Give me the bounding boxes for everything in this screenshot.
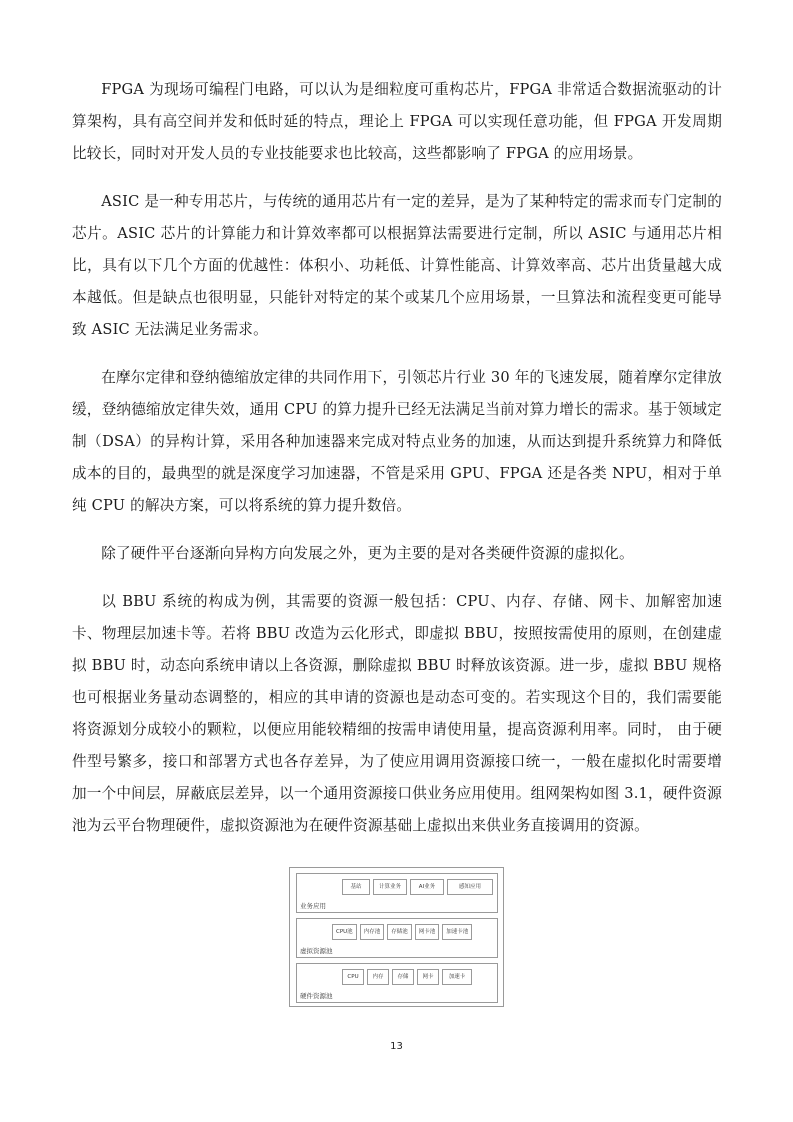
box-cpu: CPU <box>342 969 364 985</box>
layer-label: 虚拟资源池 <box>300 947 333 955</box>
paragraph-heterogeneous: 在摩尔定律和登纳德缩放定律的共同作用下，引领芯片行业 30 年的飞速发展，随着摩尔定律放缓，登纳德缩放定律失效，通用 CPU 的算力提升已经无法满足当前对算力增长的需求。基于领域定制（DSA）的异构计算，采用各种加速器来完成对特点业务的加速，从而达到提升系统算力和降低成本的目的，最典型的就是深度学习加速器，不管是采用 GPU、FPGA 还是各类 NPU，相对于单纯 CPU 的解决方案，可以将系统的算力提升数倍。 <box>72 369 722 514</box>
layer-virtual-pool <box>296 918 498 958</box>
box-row <box>332 924 472 940</box>
box-memory: 内存 <box>367 969 389 985</box>
layer-hardware-pool <box>296 963 498 1003</box>
box-storage-pool: 存储池 <box>387 924 412 940</box>
box-cpu-pool: CPU池 <box>332 924 357 940</box>
paragraph-bbu: 以 BBU 系统的构成为例，其需要的资源一般包括：CPU、内存、存储、网卡、加解密加速卡、物理层加速卡等。若将 BBU 改造为云化形式，即虚拟 BBU，按照按需使用的原则，在创建虚拟 BBU 时，动态向系统申请以上各资源，删除虚拟 BBU 时释放该资源。进一步，虚拟 BBU 规格也可根据业务量动态调整的，相应的其申请的资源也是动态可变的。若实现这个目的，我们需要能将资源划分成较小的颗粒，以便应用能较精细的按需申请使用量，提高资源利用率。同时， 由于硬件型号繁多，接口和部署方式也各存差异，为了使应用调用资源接口统一，一般在虚拟化时需要增加一个中间层，屏蔽底层差异，以一个通用资源接口供业务应用使用。组网架构如图 3.1，硬件资源池为云平台物理硬件，虚拟资源池为在硬件资源基础上虚拟出来供业务直接调用的资源。 <box>72 593 722 834</box>
box-compute-service: 计算业务 <box>373 879 407 895</box>
body-text <box>72 74 722 858</box>
box-accelerator-pool: 加速卡池 <box>442 924 472 940</box>
box-memory-pool: 内存池 <box>360 924 385 940</box>
box-sensing-app: 感知应用 <box>447 879 493 895</box>
architecture-figure <box>289 867 504 1007</box>
box-base-station: 基站 <box>342 879 370 895</box>
paragraph-fpga: FPGA 为现场可编程门电路，可以认为是细粒度可重构芯片，FPGA 非常适合数据流驱动的计算架构，具有高空间并发和低时延的特点，理论上 FPGA 可以实现任意功能，但 FPGA 开发周期比较长，同时对开发人员的专业技能要求也比较高，这些都影响了 FPGA 的应用场景。 <box>72 81 722 162</box>
paragraph-virtualization: 除了硬件平台逐渐向异构方向发展之外，更为主要的是对各类硬件资源的虚拟化。 <box>101 545 634 562</box>
layer-business-apps <box>296 873 498 913</box>
box-nic: 网卡 <box>417 969 439 985</box>
page-number: 13 <box>390 1041 403 1052</box>
box-nic-pool: 网卡池 <box>415 924 440 940</box>
box-storage: 存储 <box>392 969 414 985</box>
box-ai-service: AI业务 <box>410 879 444 895</box>
layer-label: 业务应用 <box>300 902 326 910</box>
paragraph-asic: ASIC 是一种专用芯片，与传统的通用芯片有一定的差异，是为了某种特定的需求而专门定制的芯片。ASIC 芯片的计算能力和计算效率都可以根据算法需要进行定制，所以 ASIC 与通用芯片相比，具有以下几个方面的优越性：体积小、功耗低、计算性能高、计算效率高、芯片出货量越大成本越低。但是缺点也很明显，只能针对特定的某个或某几个应用场景，一旦算法和流程变更可能导致 ASIC 无法满足业务需求。 <box>72 193 722 338</box>
box-row <box>342 879 493 895</box>
box-accelerator: 加速卡 <box>442 969 472 985</box>
layer-label: 硬件资源池 <box>300 992 333 1000</box>
box-row <box>342 969 472 985</box>
